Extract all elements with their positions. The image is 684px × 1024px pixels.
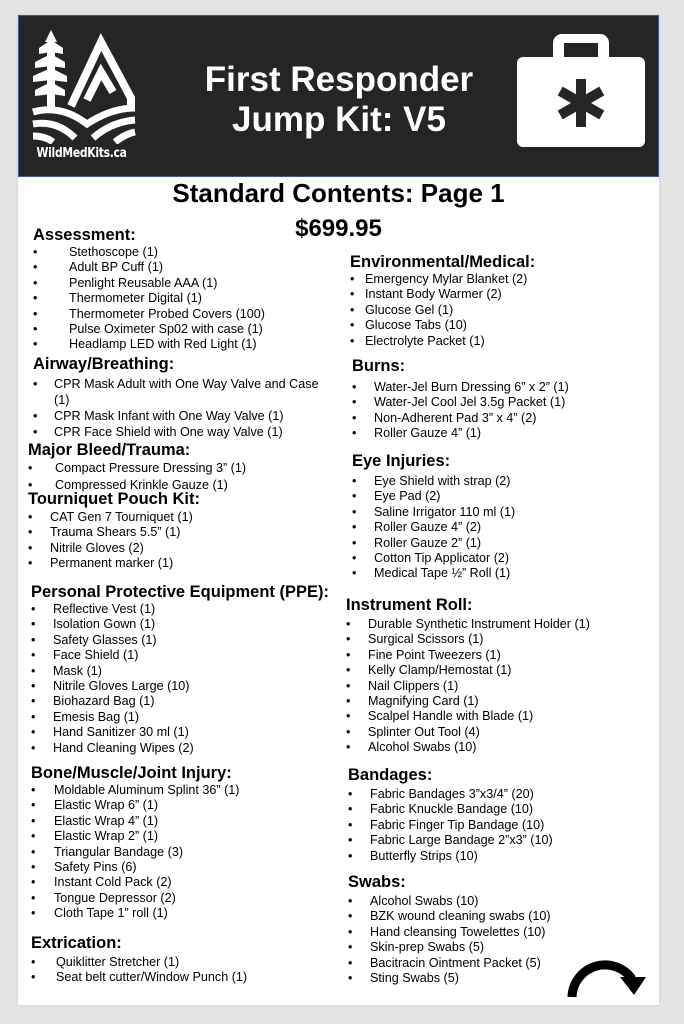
section-heading: Eye Injuries:: [352, 452, 451, 470]
list-item: • Instant Cold Pack (2): [31, 875, 331, 890]
item-list: [352, 474, 652, 582]
list-item: • Safety Pins (6): [31, 860, 331, 875]
list-item: • Durable Synthetic Instrument Holder (1): [346, 617, 656, 632]
brand-name: WildMedKits.ca: [36, 146, 127, 161]
list-item: • Emergency Mylar Blanket (2): [350, 272, 650, 287]
page-subtitle: Standard Contents: Page 1: [172, 178, 505, 208]
section-bandages: [348, 765, 648, 864]
list-item: • Nitrile Gloves Large (10): [31, 679, 341, 694]
list-item: • Elastic Wrap 4” (1): [31, 814, 331, 829]
kit-title: [169, 60, 509, 140]
section-tourniquet-pouch-kit: [28, 489, 328, 572]
list-item: • Hand cleansing Towelettes (10): [348, 925, 648, 940]
item-list: [350, 272, 650, 349]
section-heading: Environmental/Medical:: [350, 253, 536, 271]
list-item: • Tongue Depressor (2): [31, 891, 331, 906]
list-item: • Roller Gauze 4” (1): [352, 426, 652, 441]
list-item: • Water-Jel Cool Jel 3.5g Packet (1): [352, 395, 652, 410]
section-environmental-medical: [350, 252, 650, 349]
list-item: • Scalpel Handle with Blade (1): [346, 709, 656, 724]
list-item: • Fabric Knuckle Bandage (10): [348, 802, 648, 817]
list-item: • Magnifying Card (1): [346, 694, 656, 709]
section-heading: Personal Protective Equipment (PPE):: [31, 583, 329, 601]
list-item: • Nail Clippers (1): [346, 679, 656, 694]
list-item: • Thermometer Digital (1): [33, 291, 333, 306]
kit-title-line-1: First Responder: [204, 60, 474, 99]
curved-arrow-right-icon[interactable]: [566, 955, 650, 999]
section-heading: Burns:: [352, 357, 406, 375]
kit-title-line-2: Jump Kit: V5: [232, 100, 446, 139]
list-item: • Non-Adherent Pad 3” x 4” (2): [352, 411, 652, 426]
list-item: • Eye Shield with strap (2): [352, 474, 652, 489]
section-heading: Instrument Roll:: [346, 596, 473, 614]
list-item: • Safety Glasses (1): [31, 633, 341, 648]
list-item: • Fabric Finger Tip Bandage (10): [348, 818, 648, 833]
section-bone-muscle-joint: [31, 763, 331, 922]
list-item: • Medical Tape ½” Roll (1): [352, 566, 652, 581]
list-item: • Instant Body Warmer (2): [350, 287, 650, 302]
section-heading: Major Bleed/Trauma:: [28, 441, 191, 459]
list-item: • Penlight Reusable AAA (1): [33, 276, 333, 291]
list-item: • Biohazard Bag (1): [31, 694, 341, 709]
list-item: • Elastic Wrap 6” (1): [31, 798, 331, 813]
list-item: • Reflective Vest (1): [31, 602, 341, 617]
document-page: [18, 15, 659, 1005]
list-item: • Stethoscope (1): [33, 245, 333, 260]
list-item: • Hand Sanitizer 30 ml (1): [31, 725, 341, 740]
list-item: • Quiklitter Stretcher (1): [31, 955, 331, 970]
list-item: • Alcohol Swabs (10): [348, 894, 648, 909]
list-item: • Roller Gauze 4” (2): [352, 520, 652, 535]
list-item: • Fine Point Tweezers (1): [346, 648, 656, 663]
list-item: • Hand Cleaning Wipes (2): [31, 741, 341, 756]
list-item: • Adult BP Cuff (1): [33, 260, 333, 275]
item-list: [31, 783, 331, 922]
item-list: [352, 380, 652, 442]
header-banner: [18, 15, 659, 177]
brand-logo: [31, 28, 141, 164]
section-heading: Extrication:: [31, 934, 122, 952]
list-item: • Cotton Tip Applicator (2): [352, 551, 652, 566]
section-extrication: [31, 933, 331, 986]
list-item: • CAT Gen 7 Tourniquet (1): [28, 510, 328, 525]
list-item: • Splinter Out Tool (4): [346, 725, 656, 740]
list-item: • Headlamp LED with Red Light (1): [33, 337, 333, 352]
item-list: [31, 955, 331, 986]
list-item: • Pulse Oximeter Sp02 with case (1): [33, 322, 333, 337]
list-item: • Eye Pad (2): [352, 489, 652, 504]
section-heading: Bandages:: [348, 766, 433, 784]
item-list: [33, 376, 323, 440]
section-assessment: [33, 225, 333, 353]
list-item: • Water-Jel Burn Dressing 6” x 2” (1): [352, 380, 652, 395]
list-item: • Cloth Tape 1” roll (1): [31, 906, 331, 921]
list-item: • Alcohol Swabs (10): [346, 740, 656, 755]
kit-price: $699.95: [295, 215, 382, 242]
list-item: • BZK wound cleaning swabs (10): [348, 909, 648, 924]
list-item: • Skin-prep Swabs (5): [348, 940, 648, 955]
section-major-bleed-trauma: [28, 440, 328, 493]
list-item: • Saline Irrigator 110 ml (1): [352, 505, 652, 520]
list-item: • Glucose Gel (1): [350, 303, 650, 318]
item-list: [28, 510, 328, 572]
section-ppe: [31, 582, 341, 756]
list-item: • Mask (1): [31, 664, 341, 679]
tree-mountain-icon: [31, 28, 141, 144]
list-item: • Moldable Aluminum Splint 36” (1): [31, 783, 331, 798]
list-item: • Nitrile Gloves (2): [28, 541, 328, 556]
list-item: • Triangular Bandage (3): [31, 845, 331, 860]
list-item: • Trauma Shears 5.5” (1): [28, 525, 328, 540]
section-heading: Airway/Breathing:: [33, 355, 175, 373]
list-item: • Fabric Large Bandage 2”x3” (10): [348, 833, 648, 848]
list-item: • Sting Swabs (5): [348, 971, 648, 986]
item-list: [346, 617, 656, 756]
list-item: • Bacitracin Ointment Packet (5): [348, 956, 648, 971]
list-item: • CPR Mask Adult with One Way Valve and Case (1): [33, 376, 323, 408]
item-list: [31, 602, 341, 756]
list-item: • CPR Face Shield with One way Valve (1): [33, 424, 323, 440]
section-burns: [352, 356, 652, 442]
item-list: [33, 245, 333, 353]
list-item: • Kelly Clamp/Hemostat (1): [346, 663, 656, 678]
list-item: • CPR Mask Infant with One Way Valve (1): [33, 408, 323, 424]
list-item: • Thermometer Probed Covers (100): [33, 307, 333, 322]
list-item: • Compact Pressure Dressing 3” (1): [28, 460, 328, 477]
section-heading: Tourniquet Pouch Kit:: [28, 490, 201, 508]
list-item: • Compressed Krinkle Gauze (1): [28, 477, 328, 494]
list-item: • Electrolyte Packet (1): [350, 334, 650, 349]
list-item: • Emesis Bag (1): [31, 710, 341, 725]
section-eye-injuries: [352, 451, 652, 582]
list-item: • Face Shield (1): [31, 648, 341, 663]
section-heading: Swabs:: [348, 873, 406, 891]
list-item: • Butterfly Strips (10): [348, 849, 648, 864]
list-item: • Glucose Tabs (10): [350, 318, 650, 333]
section-heading: Bone/Muscle/Joint Injury:: [31, 764, 232, 782]
section-heading: Assessment:: [33, 226, 136, 244]
section-airway-breathing: [33, 354, 323, 440]
item-list: [348, 787, 648, 864]
list-item: • Fabric Bandages 3”x3/4” (20): [348, 787, 648, 802]
list-item: • Elastic Wrap 2” (1): [31, 829, 331, 844]
list-item: • Surgical Scissors (1): [346, 632, 656, 647]
list-item: • Isolation Gown (1): [31, 617, 341, 632]
section-instrument-roll: [346, 595, 656, 756]
first-aid-kit-icon: [515, 33, 647, 151]
list-item: • Roller Gauze 2” (1): [352, 536, 652, 551]
list-item: • Permanent marker (1): [28, 556, 328, 571]
list-item: • Seat belt cutter/Window Punch (1): [31, 970, 331, 985]
